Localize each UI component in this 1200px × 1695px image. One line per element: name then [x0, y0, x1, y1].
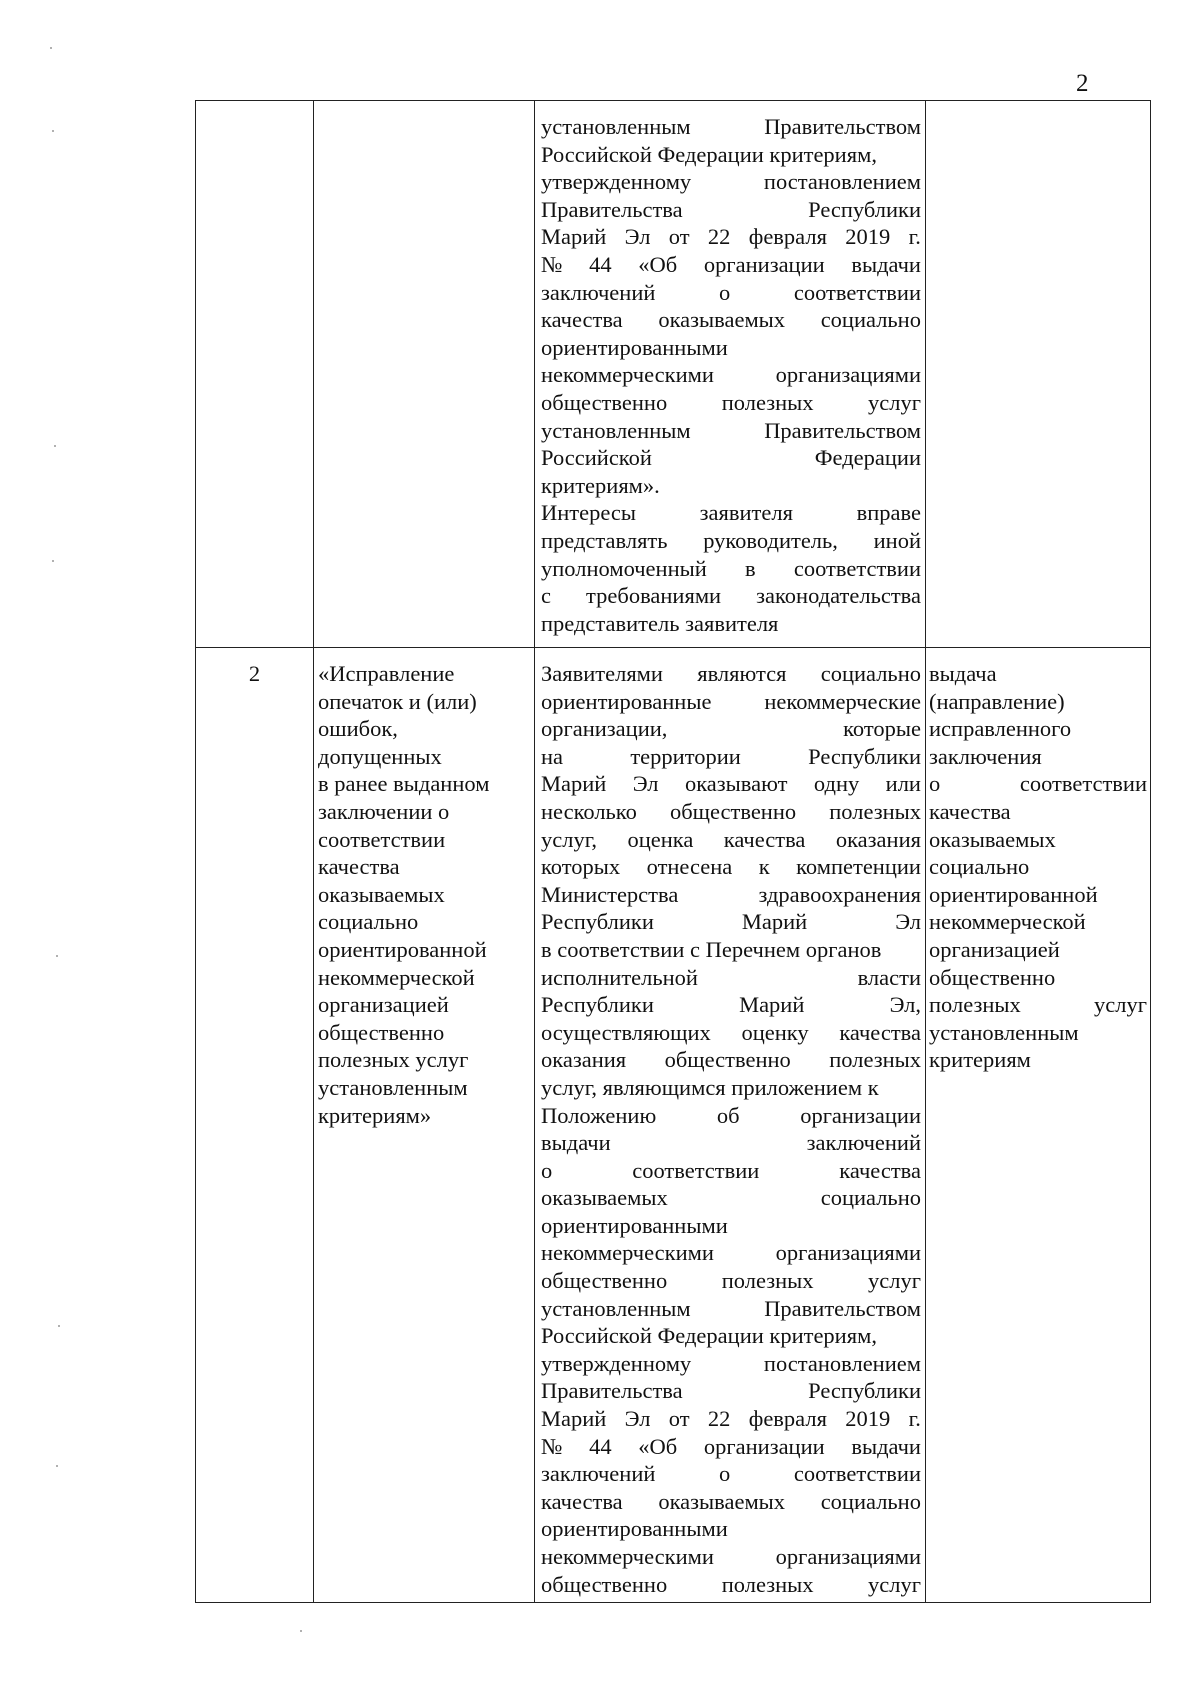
text-word: оказывают: [684, 771, 788, 797]
text-word: некоммерческими: [541, 1544, 714, 1569]
text-word: г.: [908, 1406, 921, 1432]
text-word: выдачи: [851, 1433, 921, 1459]
text-word: качества: [929, 798, 1011, 824]
applicants-text-line: [541, 1212, 921, 1240]
applicants-text-line: [541, 715, 921, 743]
text-word: оказываемых: [541, 1185, 668, 1211]
text-word: оказываемых: [318, 881, 445, 907]
applicants-text-line: [541, 1322, 921, 1350]
text-word: исправленного: [929, 716, 1072, 742]
applicants-text-line: [541, 1129, 921, 1157]
text-word: утвержденному: [541, 1350, 692, 1376]
text-word: некоммерческие: [764, 688, 921, 714]
applicants-text-line: [541, 113, 921, 141]
text-word: Марий: [741, 909, 808, 935]
text-word: заключении о: [318, 798, 450, 824]
table-row: [196, 648, 1151, 1603]
text-word: №: [541, 251, 563, 277]
applicants-text-line: [541, 1433, 921, 1461]
text-word: соответствии: [793, 555, 921, 581]
text-word: требованиями: [586, 583, 722, 609]
text-word: оказания: [835, 826, 921, 852]
text-word: оказываемых: [658, 307, 786, 333]
text-word: Правительства: [541, 196, 683, 222]
result-text-line: [929, 798, 1147, 826]
text-word: организации,: [541, 716, 668, 742]
text-word: критериям: [929, 1047, 1031, 1073]
applicants-text-line: [541, 1184, 921, 1212]
service-name-line: [318, 1046, 532, 1074]
result-text-line: [929, 688, 1147, 716]
text-word: утвержденному: [541, 169, 692, 195]
text-word: от: [668, 1406, 690, 1432]
service-name-cell: [314, 648, 535, 1603]
text-word: услуг, являющимся приложением к: [541, 1074, 879, 1100]
service-name-line: [318, 1019, 532, 1047]
text-word: социально: [929, 854, 1030, 880]
text-word: ориентированной: [318, 936, 487, 962]
text-word: Министерства: [541, 881, 679, 907]
text-word: «Исправление: [318, 661, 455, 686]
text-word: здравоохранения: [758, 881, 921, 907]
text-word: ориентированной: [929, 881, 1098, 907]
text-word: которые: [843, 716, 921, 742]
result-text-line: [929, 826, 1147, 854]
service-name-line: [318, 660, 532, 688]
text-word: опечаток и (или): [318, 688, 477, 714]
text-word: 2019: [845, 224, 891, 250]
text-word: ориентированными: [541, 334, 728, 360]
applicants-text-line: [541, 527, 921, 555]
text-word: к: [758, 854, 770, 880]
text-word: уполномоченный: [541, 555, 707, 581]
text-word: общественно: [669, 798, 797, 824]
text-word: установленным: [541, 1295, 691, 1321]
text-word: представлять: [541, 527, 668, 553]
service-name-line: [318, 936, 532, 964]
text-word: качества: [839, 1157, 921, 1183]
text-word: критериям».: [541, 472, 660, 498]
text-word: установленным: [541, 417, 691, 443]
text-word: общественно: [541, 1268, 668, 1294]
text-word: полезных: [929, 992, 1021, 1018]
text-word: Правительством: [764, 417, 921, 443]
text-word: критериям»: [318, 1102, 432, 1128]
text-word: организациями: [775, 1240, 921, 1266]
result-text-line: [929, 743, 1147, 771]
text-word: об: [716, 1102, 740, 1128]
text-word: соответствии: [318, 826, 446, 852]
text-word: Эл: [624, 224, 651, 250]
text-word: некоммерческими: [541, 362, 714, 388]
text-word: 44: [589, 251, 612, 277]
applicants-text-line: [541, 1019, 921, 1047]
applicants-text-line: [541, 743, 921, 771]
text-word: услуг,: [541, 826, 598, 852]
text-word: Эл: [632, 771, 659, 797]
applicants-text-line: [541, 223, 921, 251]
text-word: власти: [857, 964, 921, 990]
text-word: компетенции: [796, 854, 921, 880]
applicants-text-line: [541, 279, 921, 307]
text-word: заявителя: [699, 500, 793, 526]
text-word: Марий: [541, 771, 607, 797]
applicants-text-line: [541, 798, 921, 826]
result-text-line: [929, 964, 1147, 992]
text-word: полезных: [721, 1571, 814, 1597]
applicants-text-line: [541, 361, 921, 389]
text-word: февраля: [748, 1406, 827, 1432]
text-word: которых: [541, 854, 621, 880]
text-word: оказываемых: [658, 1488, 786, 1514]
text-word: Интересы: [541, 500, 637, 526]
text-word: постановлением: [763, 169, 921, 195]
service-name-cell: [314, 101, 535, 648]
applicants-text-line: [541, 660, 921, 688]
text-word: установленным: [929, 1019, 1079, 1045]
text-word: представитель заявителя: [541, 610, 779, 636]
text-word: являются: [697, 661, 787, 686]
result-text-line: [929, 1019, 1147, 1047]
text-word: Марий: [739, 992, 805, 1018]
text-word: установленным: [541, 114, 691, 139]
applicants-text-line: [541, 688, 921, 716]
text-word: ориентированные: [541, 688, 712, 714]
service-name-line: [318, 770, 532, 798]
service-name-line: [318, 688, 532, 716]
applicants-text-line: [541, 582, 921, 610]
text-word: 22: [707, 1406, 731, 1432]
text-word: оценка: [627, 826, 694, 852]
text-word: Марий: [541, 224, 607, 250]
applicants-text-line: [541, 1350, 921, 1378]
text-word: территории: [630, 743, 741, 769]
text-word: общественно: [541, 389, 668, 415]
text-word: февраля: [748, 224, 827, 250]
text-word: заключения: [929, 743, 1042, 769]
text-word: Республики: [541, 909, 654, 935]
result-text-line: [929, 770, 1147, 798]
applicants-text-line: [541, 1074, 921, 1102]
text-word: Эл,: [889, 992, 921, 1018]
applicants-text-line: [541, 1046, 921, 1074]
text-word: выдачи: [851, 251, 921, 277]
text-word: руководитель,: [703, 527, 838, 553]
service-name-line: [318, 1102, 532, 1130]
text-word: Эл: [624, 1406, 651, 1432]
text-word: качества: [839, 1019, 921, 1045]
text-word: 22: [707, 224, 731, 250]
text-word: Российской: [541, 445, 652, 471]
applicants-text-line: [541, 1543, 921, 1571]
text-word: постановлением: [763, 1350, 921, 1376]
service-name-line: [318, 743, 532, 771]
text-word: Республики: [808, 743, 921, 769]
text-word: исполнительной: [541, 964, 698, 990]
text-word: качества: [541, 307, 623, 333]
text-word: оказания: [541, 1047, 627, 1073]
text-word: социально: [820, 1185, 921, 1211]
text-word: полезных: [829, 1047, 921, 1073]
text-word: общественно: [318, 1019, 445, 1045]
text-word: ошибок,: [318, 716, 398, 742]
text-word: заключений: [541, 1461, 656, 1487]
scan-speck: [54, 445, 56, 447]
text-word: одну: [813, 771, 860, 797]
scan-speck: [52, 560, 54, 562]
text-word: Республики: [808, 1378, 921, 1404]
applicants-text-line: [541, 251, 921, 279]
text-word: несколько: [541, 798, 637, 824]
text-word: Заявителями: [541, 661, 663, 686]
text-word: соответствии: [1019, 771, 1147, 797]
result-text-line: [929, 908, 1147, 936]
applicants-text-line: [541, 610, 921, 638]
text-word: некоммерческой: [929, 909, 1086, 935]
text-word: Российской Федерации критериям,: [541, 1323, 877, 1349]
applicants-text-line: [541, 196, 921, 224]
applicants-text-line: [541, 1157, 921, 1185]
row-number-cell: [196, 101, 314, 648]
text-word: «Об: [638, 1433, 678, 1459]
result-cell: [926, 648, 1151, 1603]
text-word: выдача: [929, 661, 997, 686]
text-word: с: [541, 583, 551, 609]
applicants-text-line: [541, 991, 921, 1019]
applicants-text-line: [541, 555, 921, 583]
applicants-text-line: [541, 826, 921, 854]
text-word: некоммерческой: [318, 964, 475, 990]
applicants-text-line: [541, 964, 921, 992]
service-name-line: [318, 908, 532, 936]
text-word: организациями: [775, 362, 921, 388]
text-word: организацией: [318, 992, 449, 1018]
text-word: ориентированными: [541, 1212, 728, 1238]
text-word: заключений: [541, 279, 656, 305]
text-word: г.: [908, 224, 921, 250]
row-number-cell: [196, 648, 314, 1603]
result-cell: [926, 101, 1151, 648]
result-text-line: [929, 715, 1147, 743]
applicants-text-line: [541, 499, 921, 527]
text-word: отнесена: [646, 854, 733, 880]
applicants-text-line: [541, 1405, 921, 1433]
text-word: общественно: [541, 1571, 668, 1597]
applicants-text-line: [541, 1295, 921, 1323]
text-word: качества: [541, 1488, 623, 1514]
text-word: организациями: [775, 1544, 921, 1569]
applicants-text-line: [541, 334, 921, 362]
text-word: «Об: [638, 251, 678, 277]
text-word: организации: [703, 251, 825, 277]
text-word: о: [719, 1461, 731, 1487]
text-word: на: [541, 743, 564, 769]
text-word: 2019: [845, 1406, 891, 1432]
text-word: осуществляющих: [541, 1019, 711, 1045]
text-word: №: [541, 1433, 563, 1459]
text-word: (направление): [929, 688, 1065, 714]
applicants-text-line: [541, 472, 921, 500]
text-word: или: [885, 771, 921, 797]
text-word: организации: [703, 1433, 825, 1459]
result-text-line: [929, 660, 1147, 688]
service-name-line: [318, 964, 532, 992]
text-word: в: [745, 555, 756, 581]
text-word: Российской Федерации критериям,: [541, 141, 877, 167]
text-word: о: [929, 771, 941, 797]
result-text-line: [929, 991, 1147, 1019]
text-word: полезных: [721, 389, 814, 415]
text-word: Республики: [541, 992, 654, 1018]
applicants-text-line: [541, 1460, 921, 1488]
text-word: 44: [589, 1433, 612, 1459]
text-word: Правительства: [541, 1378, 683, 1404]
text-word: иной: [873, 527, 921, 553]
service-name-line: [318, 991, 532, 1019]
text-word: допущенных: [318, 743, 442, 769]
applicants-text-line: [541, 141, 921, 169]
scan-speck: [50, 47, 52, 49]
text-word: полезных: [829, 798, 921, 824]
text-word: выдачи: [541, 1130, 611, 1156]
text-word: Федерации: [814, 445, 921, 471]
applicants-text-line: [541, 168, 921, 196]
text-word: общественно: [664, 1047, 791, 1073]
applicants-cell: [535, 101, 926, 648]
service-name-line: [318, 881, 532, 909]
service-name-line: [318, 853, 532, 881]
text-word: заключений: [806, 1130, 921, 1156]
text-word: услуг: [868, 1268, 921, 1294]
applicants-text-line: [541, 770, 921, 798]
applicants-text-line: [541, 417, 921, 445]
text-word: услуг: [868, 1571, 921, 1597]
applicants-text-line: [541, 306, 921, 334]
applicants-text-line: [541, 1488, 921, 1516]
applicants-text-line: [541, 1515, 921, 1543]
service-name-line: [318, 826, 532, 854]
applicants-text-line: [541, 444, 921, 472]
text-word: оценку: [741, 1019, 809, 1045]
scan-speck: [56, 955, 58, 957]
applicants-cell: [535, 648, 926, 1603]
applicants-text-line: [541, 389, 921, 417]
applicants-text-line: [541, 1377, 921, 1405]
text-word: установленным: [318, 1074, 468, 1100]
text-word: социально: [820, 307, 921, 333]
text-word: полезных: [721, 1268, 814, 1294]
applicants-text-line: [541, 1239, 921, 1267]
text-word: оказываемых: [929, 826, 1056, 852]
text-word: законодательства: [756, 583, 921, 609]
text-word: Республики: [808, 196, 921, 222]
text-word: услуг: [868, 389, 921, 415]
text-word: в ранее выданном: [318, 771, 490, 797]
service-name-line: [318, 798, 532, 826]
document-table: [195, 100, 1151, 1603]
text-word: в соответствии с Перечнем органов: [541, 936, 882, 962]
applicants-text-line: [541, 936, 921, 964]
service-name-line: [318, 1074, 532, 1102]
scan-speck: [300, 1630, 302, 1632]
text-word: общественно: [929, 964, 1056, 990]
text-word: организацией: [929, 936, 1060, 962]
table-row: [196, 101, 1151, 648]
text-word: качества: [723, 826, 806, 852]
text-word: ориентированными: [541, 1516, 728, 1542]
text-word: Правительством: [764, 114, 921, 139]
text-word: о: [541, 1157, 553, 1183]
text-word: соответствии: [793, 279, 921, 305]
result-text-line: [929, 1046, 1147, 1074]
scan-speck: [56, 1465, 58, 1467]
text-word: некоммерческими: [541, 1240, 714, 1266]
applicants-text-line: [541, 908, 921, 936]
text-word: социально: [318, 909, 419, 935]
row-number: 2: [248, 661, 261, 686]
text-word: от: [668, 224, 690, 250]
text-word: качества: [318, 854, 400, 880]
text-word: о: [719, 279, 731, 305]
text-word: Положению: [541, 1102, 657, 1128]
text-word: социально: [820, 661, 921, 686]
scan-speck: [52, 130, 54, 132]
row-number: [196, 101, 313, 113]
text-word: соответствии: [793, 1461, 921, 1487]
applicants-text-line: [541, 1267, 921, 1295]
applicants-text-line: [541, 881, 921, 909]
applicants-text-line: [541, 1102, 921, 1130]
text-word: вправе: [856, 500, 921, 526]
service-name-line: [318, 715, 532, 743]
text-word: услуг: [1094, 992, 1147, 1018]
applicants-text-line: [541, 853, 921, 881]
applicants-text-line: [541, 1571, 921, 1599]
result-text-line: [929, 881, 1147, 909]
text-word: Марий: [541, 1406, 607, 1432]
result-text-line: [929, 936, 1147, 964]
page-number: 2: [1076, 70, 1089, 97]
text-word: организации: [800, 1102, 921, 1128]
result-text-line: [929, 853, 1147, 881]
text-word: социально: [820, 1488, 921, 1514]
scan-speck: [58, 1325, 60, 1327]
text-word: Правительством: [764, 1295, 921, 1321]
text-word: Эл: [895, 909, 921, 935]
text-word: полезных услуг: [318, 1047, 469, 1073]
text-word: соответствии: [632, 1157, 760, 1183]
